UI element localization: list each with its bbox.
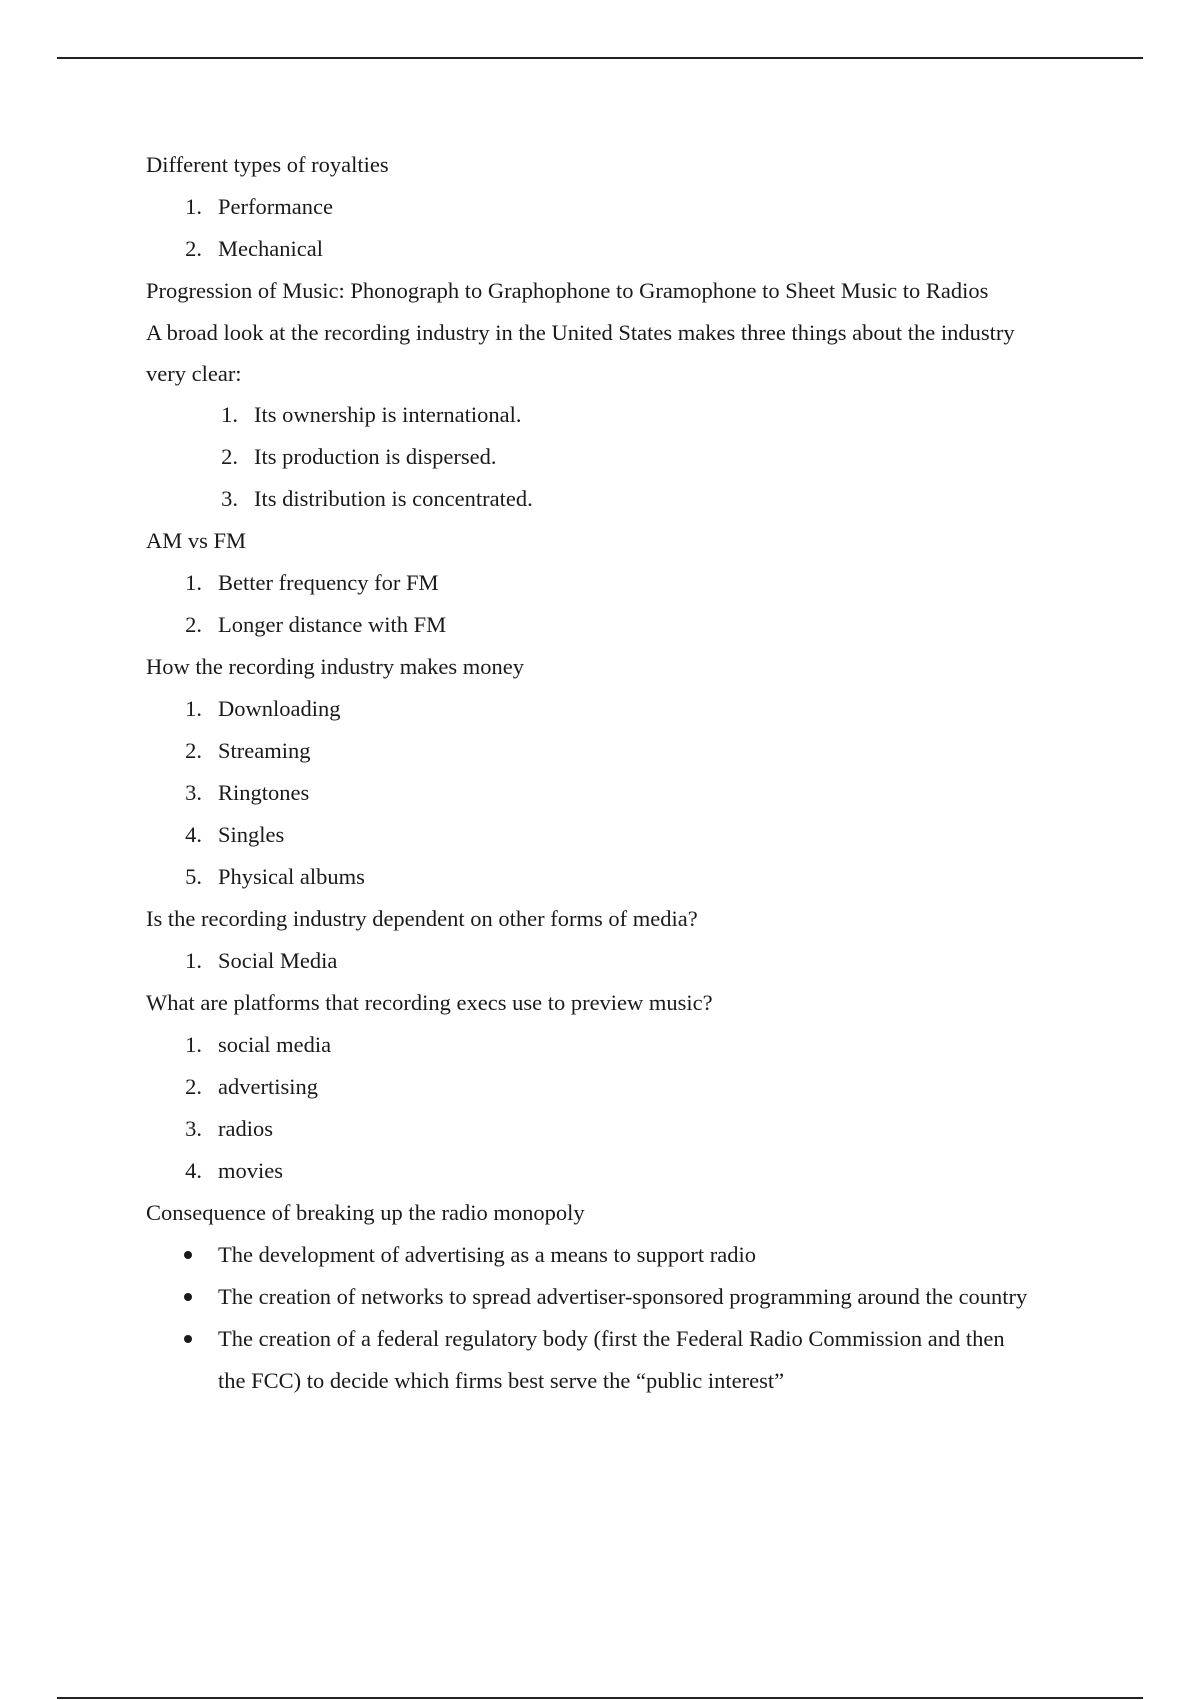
list-number: 2. [185, 1074, 202, 1099]
bullet-item-text: The creation of networks to spread advertiser-sponsored programming around the country [218, 1284, 1028, 1309]
list-number: 4. [185, 822, 202, 847]
heading-royalties: Different types of royalties [146, 152, 389, 177]
document-body [146, 144, 1106, 1402]
list-number: 2. [185, 612, 202, 637]
heading-broad-look-line1: A broad look at the recording industry in the United States makes three things about the industry [146, 320, 1015, 345]
list-number: 1. [221, 402, 238, 427]
list-number: 5. [185, 864, 202, 889]
bullet-item [146, 1234, 1106, 1276]
bullet-item [146, 1276, 1106, 1318]
list-number: 4. [185, 1158, 202, 1183]
list-number: 2. [221, 444, 238, 469]
list-item-text: movies [218, 1158, 283, 1183]
list-item-text: Better frequency for FM [218, 570, 439, 595]
list-item [146, 228, 1106, 270]
monopoly-consequences-list [146, 1234, 1106, 1402]
list-item [146, 730, 1106, 772]
list-item [146, 688, 1106, 730]
list-item [146, 772, 1106, 814]
list-item [146, 604, 1106, 646]
list-item-text: Ringtones [218, 780, 310, 805]
list-item [146, 478, 1106, 520]
list-number: 3. [185, 780, 202, 805]
preview-platforms-list [146, 1024, 1106, 1192]
list-number: 2. [185, 738, 202, 763]
footer-rule [57, 1697, 1143, 1699]
heading-progression: Progression of Music: Phonograph to Graphophone to Gramophone to Sheet Music to Radios [146, 278, 989, 303]
list-item-text: Physical albums [218, 864, 365, 889]
heading-radio-monopoly: Consequence of breaking up the radio monopoly [146, 1200, 585, 1225]
industry-facts-list [146, 394, 1106, 520]
list-number: 3. [221, 486, 238, 511]
list-item-text: Social Media [218, 948, 338, 973]
list-item-text: Downloading [218, 696, 341, 721]
list-item [146, 940, 1106, 982]
bullet-icon [184, 1293, 192, 1301]
header-rule [57, 57, 1143, 59]
list-item [146, 1024, 1106, 1066]
list-item [146, 1066, 1106, 1108]
dependent-media-list [146, 940, 1106, 982]
heading-am-vs-fm: AM vs FM [146, 528, 247, 553]
list-item [146, 1108, 1106, 1150]
list-item [146, 1150, 1106, 1192]
list-number: 1. [185, 948, 202, 973]
list-item [146, 856, 1106, 898]
list-item-text: social media [218, 1032, 332, 1057]
heading-makes-money: How the recording industry makes money [146, 654, 525, 679]
heading-preview-platforms: What are platforms that recording execs use to preview music? [146, 990, 713, 1015]
list-item-text: Performance [218, 194, 333, 219]
list-item [146, 814, 1106, 856]
list-item-text: Its production is dispersed. [254, 444, 497, 469]
list-item-text: Streaming [218, 738, 311, 763]
list-item-text: radios [218, 1116, 273, 1141]
list-item-text: Singles [218, 822, 285, 847]
list-item [146, 562, 1106, 604]
list-number: 1. [185, 696, 202, 721]
list-item-text: advertising [218, 1074, 318, 1099]
bullet-icon [184, 1335, 192, 1343]
list-item-text: Its ownership is international. [254, 402, 522, 427]
heading-dependent-media: Is the recording industry dependent on other forms of media? [146, 906, 698, 931]
list-item-text: Mechanical [218, 236, 323, 261]
royalties-list [146, 186, 1106, 270]
list-item [146, 186, 1106, 228]
list-item-text: Longer distance with FM [218, 612, 447, 637]
list-number: 2. [185, 236, 202, 261]
revenue-list [146, 688, 1106, 898]
bullet-item-text-line1: The creation of a federal regulatory body (first the Federal Radio Commission and then [218, 1326, 1005, 1351]
list-number: 1. [185, 570, 202, 595]
list-number: 1. [185, 194, 202, 219]
list-number: 1. [185, 1032, 202, 1057]
bullet-item [146, 1318, 1106, 1402]
list-item [146, 394, 1106, 436]
heading-broad-look-line2: very clear: [146, 361, 242, 386]
bullet-item-text-line2: the FCC) to decide which firms best serve the “public interest” [218, 1368, 785, 1393]
bullet-icon [184, 1251, 192, 1259]
list-number: 3. [185, 1116, 202, 1141]
list-item-text: Its distribution is concentrated. [254, 486, 533, 511]
list-item [146, 436, 1106, 478]
am-fm-list [146, 562, 1106, 646]
bullet-item-text: The development of advertising as a means to support radio [218, 1242, 756, 1267]
